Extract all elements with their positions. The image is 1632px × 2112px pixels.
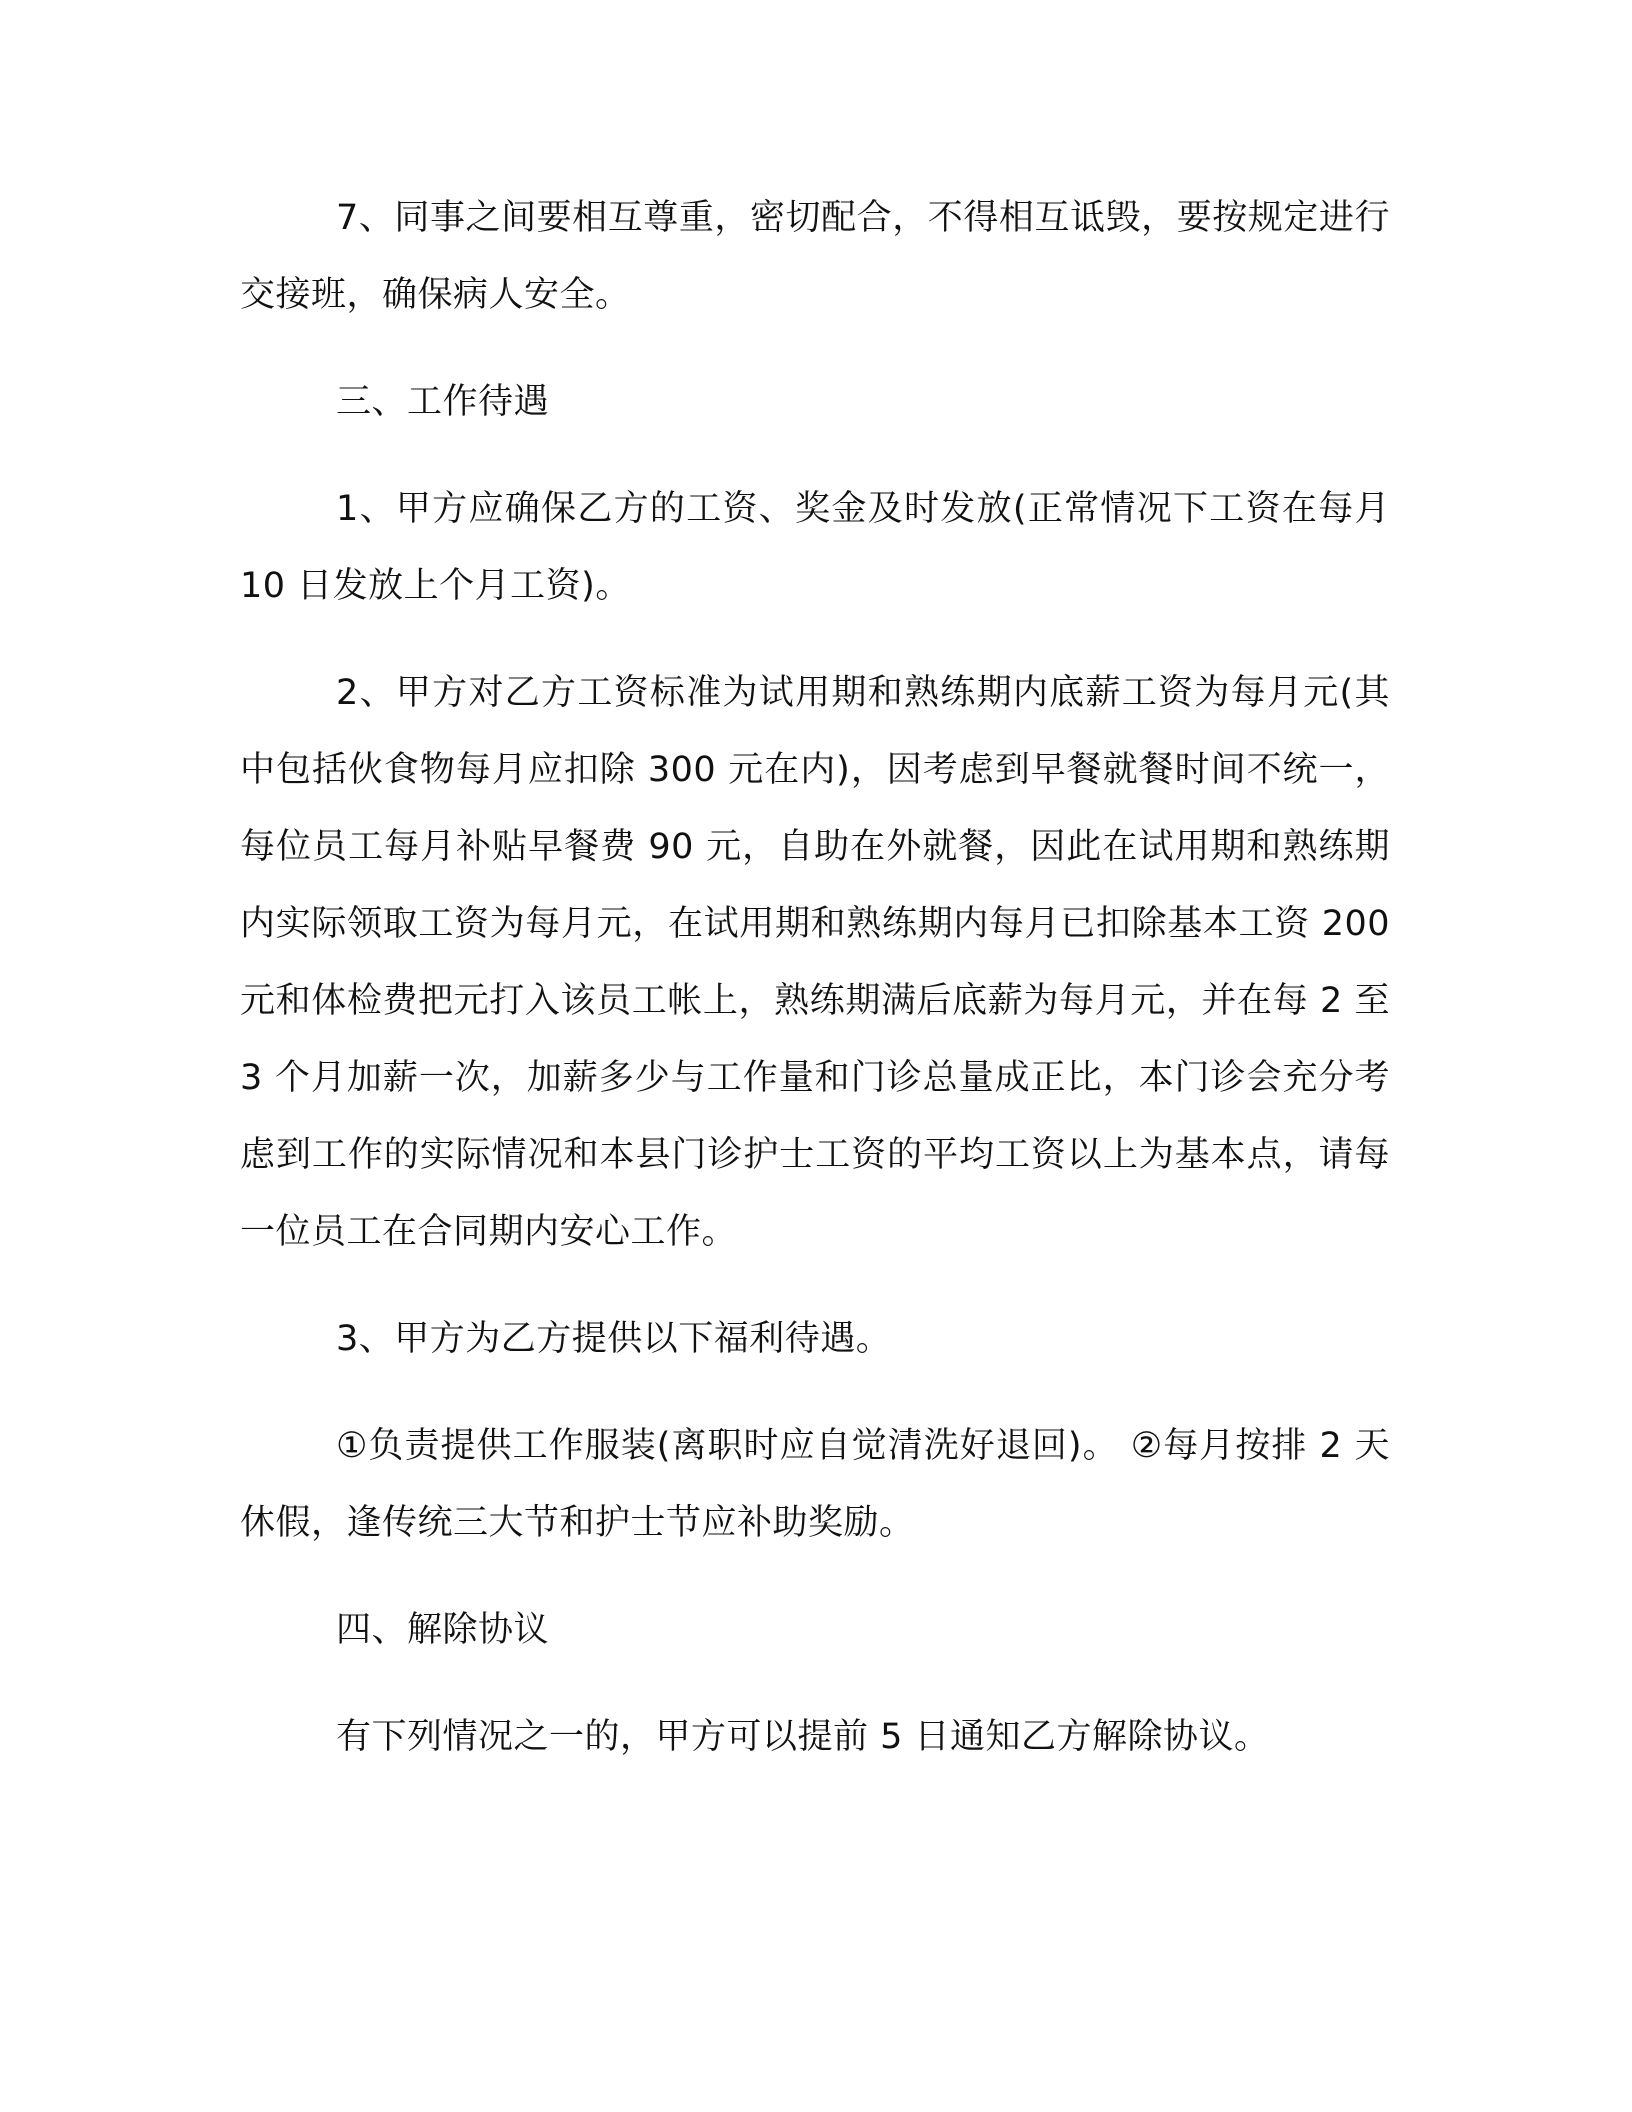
termination-intro-paragraph: 有下列情况之一的，甲方可以提前 5 日通知乙方解除协议。 (336, 1717, 1270, 1757)
clause-7-paragraph: 7、同事之间要相互尊重，密切配合，不得相互诋毁，要按规定进行交接班，确保病人安全。 (240, 198, 1390, 315)
section-heading-work-benefits: 三、工作待遇 (336, 382, 550, 422)
clause-3-paragraph: 3、甲方为乙方提供以下福利待遇。 (336, 1319, 892, 1359)
benefits-list-paragraph: ①负责提供工作服装(离职时应自觉清洗好退回)。 ②每月按排 2 天休假，逢传统三大节和护士节应补助奖励。 (240, 1426, 1390, 1543)
section-heading-termination: 四、解除协议 (336, 1610, 550, 1650)
clause-1-paragraph: 1、甲方应确保乙方的工资、奖金及时发放(正常情况下工资在每月 10 日发放上个月工资)。 (240, 489, 1390, 606)
clause-2-paragraph: 2、甲方对乙方工资标准为试用期和熟练期内底薪工资为每月元(其中包括伙食物每月应扣除 300 元在内)，因考虑到早餐就餐时间不统一，每位员工每月补贴早餐费 90 元，自助在外就餐，因此在试用期和熟练期内实际领取工资为每月元，在试用期和熟练期内每月已扣除基本工资 200 元和体检费把元打入该员工帐上，熟练期满后底薪为每月元，并在每 2 至 3 个月加薪一次，加薪多少与工作量和门诊总量成正比，本门诊会充分考虑到工作的实际情况和本县门诊护士工资的平均工资以上为基本点，请每一位员工在合同期内安心工作。 (240, 673, 1390, 1252)
document-body (240, 180, 1390, 1806)
